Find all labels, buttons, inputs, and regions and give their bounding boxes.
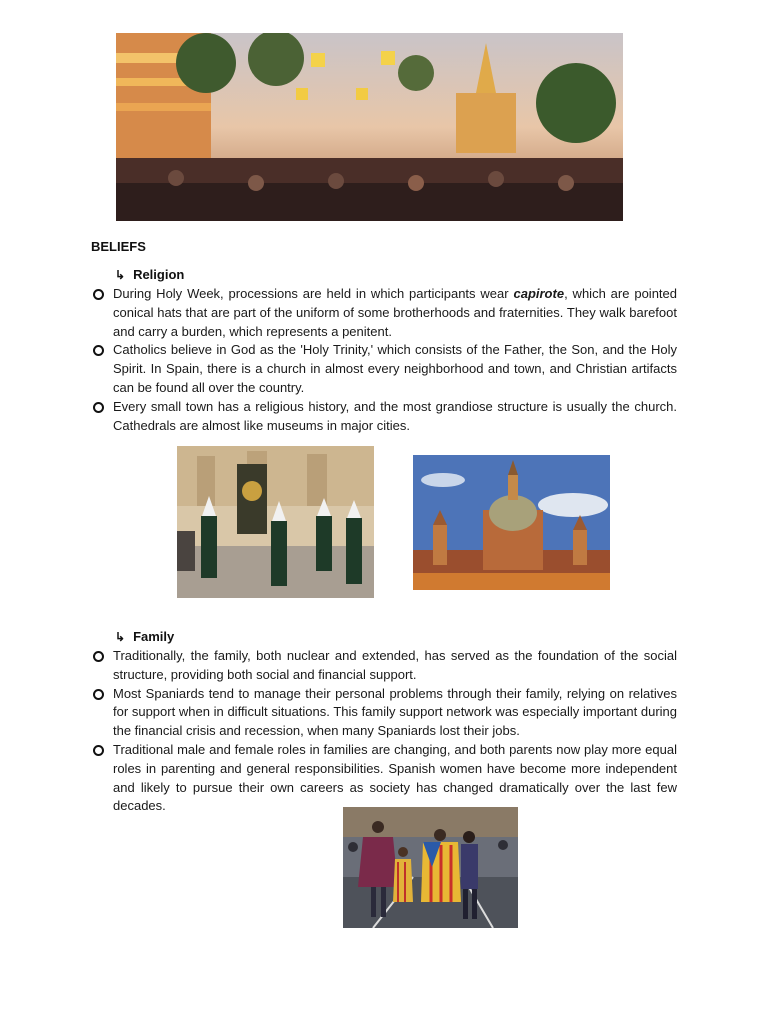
subheading-arrow-icon: ↳: [115, 629, 126, 644]
family-walking-photo: [343, 807, 518, 928]
religion-list: [90, 285, 677, 435]
religion-bullet-3: [90, 398, 677, 436]
family-bullet-3: [90, 741, 677, 816]
bullet-text: Most Spaniards tend to manage their personal problems through their family, relying on relatives for support when in difficult situations. This family support network was especially important during the financial crisis and recession, when many Spaniards lost their jobs.: [113, 685, 677, 739]
bullet-text: Traditional male and female roles in families are changing, and both parents now play more equal roles in parenting and general responsibilities. Spanish women have become more independent and likely to pursue their own careers as society has changed dramatically over the last few decades.: [113, 741, 677, 814]
bullet-circle-icon: [93, 745, 104, 756]
bullet-text: Every small town has a religious history, and the most grandiose structure is usually the church. Cathedrals are almost like museums in major cities.: [113, 398, 677, 433]
procession-photo: [177, 446, 374, 598]
religion-bullet-1: [90, 285, 677, 341]
bullet-circle-icon: [93, 345, 104, 356]
bullet-text: Traditionally, the family, both nuclear and extended, has served as the foundation of the social structure, providing both social and financial support.: [113, 648, 677, 682]
cathedral-photo: [413, 455, 610, 590]
family-list: [90, 647, 677, 816]
family-heading: Family: [133, 629, 175, 644]
religion-heading: Religion: [133, 267, 185, 282]
family-bullet-1: [90, 647, 677, 685]
subheading-arrow-icon: ↳: [115, 267, 126, 282]
bullet-text-cont: , which are pointed conical hats that are part of the uniform of some brotherhoods and fraternities. They walk barefoot and carry a burden, which represents a penitent.: [113, 286, 677, 339]
beliefs-heading: BELIEFS: [91, 239, 146, 254]
family-subheading: [115, 629, 174, 644]
bullet-circle-icon: [93, 689, 104, 700]
bullet-circle-icon: [93, 402, 104, 413]
bullet-text: Catholics believe in God as the 'Holy Trinity,' which consists of the Father, the Son, and the Holy Spirit. In Spain, there is a church in almost every neighborhood and town, and Christian artifacts can be found all over the country.: [113, 342, 677, 395]
bullet-circle-icon: [93, 651, 104, 662]
religion-subheading: [115, 267, 184, 282]
family-bullet-2: [90, 685, 677, 741]
bullet-circle-icon: [93, 289, 104, 300]
bullet-text: During Holy Week, processions are held in which participants wear: [113, 286, 514, 301]
capirote-term: capirote: [513, 286, 565, 301]
religion-bullet-2: [90, 341, 677, 397]
fair-photo: [116, 33, 623, 221]
